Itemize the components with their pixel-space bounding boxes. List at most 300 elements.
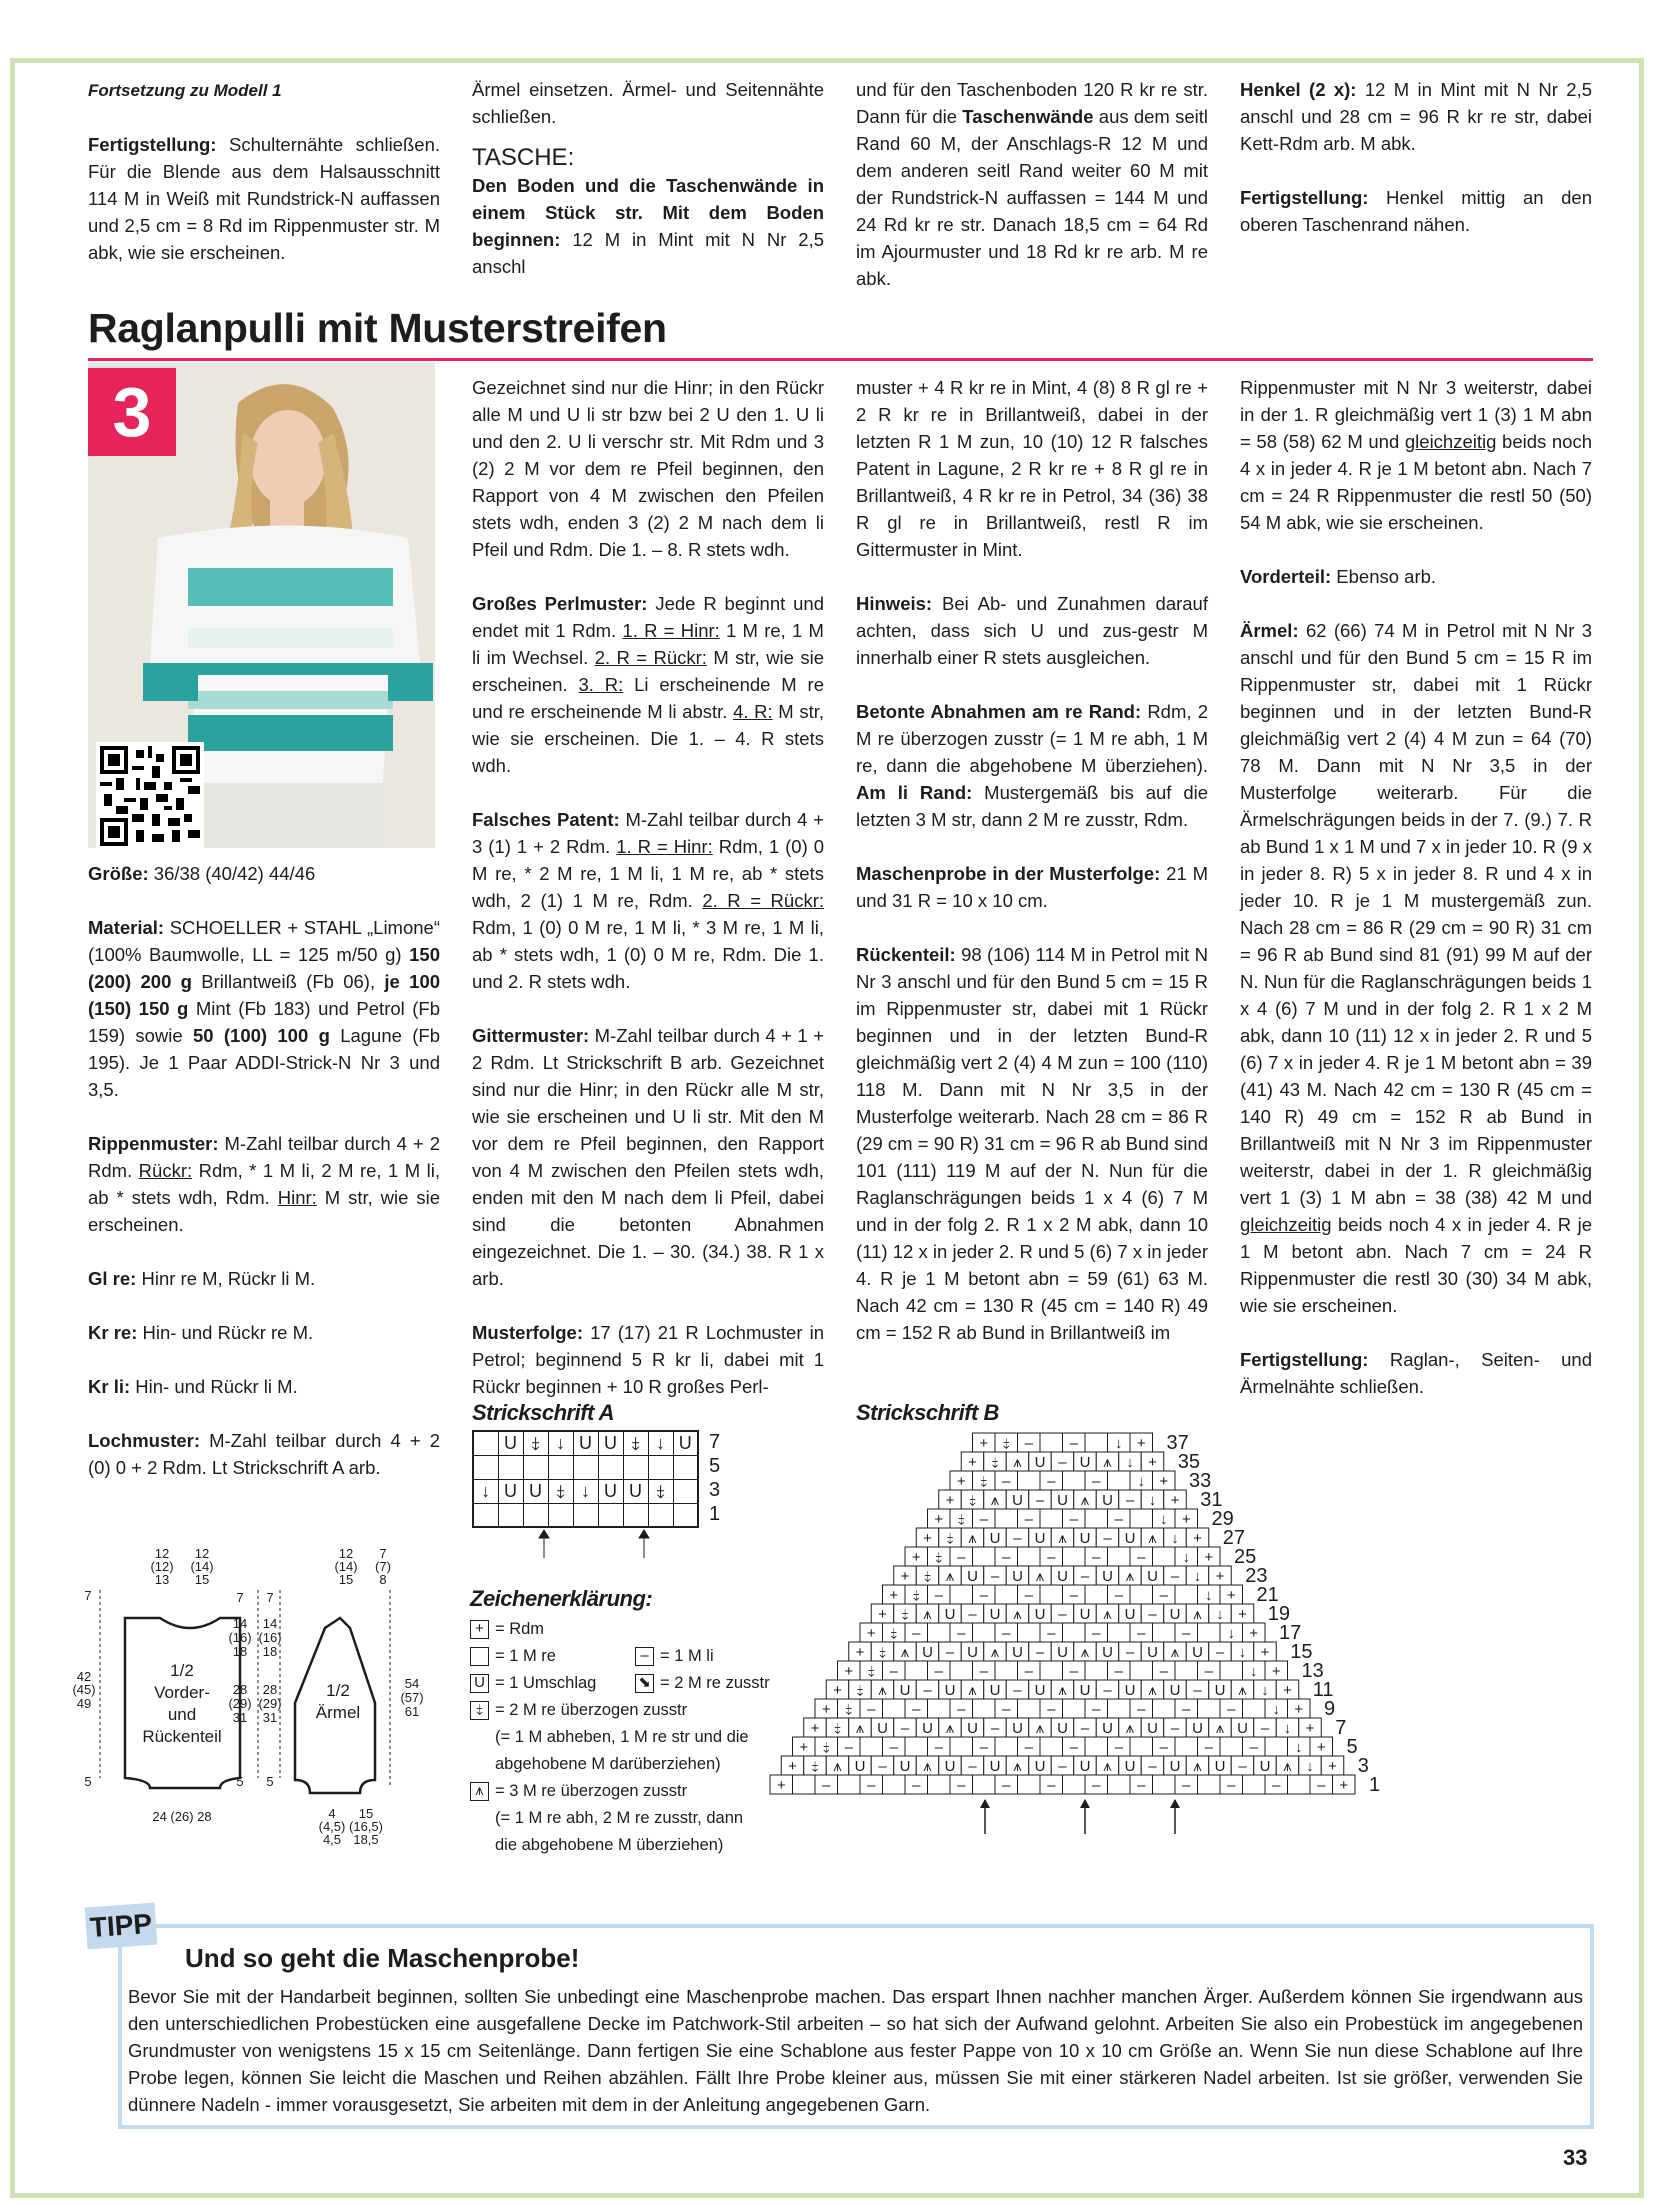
grid-cell	[1063, 1775, 1086, 1794]
grid-cell	[1063, 1471, 1086, 1490]
grid-symbol: –	[1069, 1435, 1078, 1452]
grid-cell	[1040, 1585, 1063, 1604]
repeat-arrow-head	[1170, 1799, 1180, 1808]
grid-symbol: U	[1079, 1682, 1091, 1699]
grid-symbol: +	[866, 1625, 876, 1642]
grid-symbol: +	[855, 1644, 865, 1661]
grid-symbol: ↓	[1126, 1454, 1134, 1471]
grid-symbol: U	[1102, 1568, 1113, 1585]
cell: ⤈	[648, 1479, 673, 1503]
text: 21 M und 31 R = 10 x 10 cm.	[856, 863, 1208, 911]
symbol-box: ⬊	[635, 1674, 654, 1693]
grid-symbol: ↓	[1216, 1606, 1224, 1623]
label: Falsches Patent:	[472, 809, 620, 830]
grid-symbol: +	[968, 1454, 977, 1471]
text: M str, wie sie erscheinen.	[88, 1187, 440, 1235]
dim-label: 42	[76, 1669, 92, 1684]
row-label: 37	[1166, 1432, 1189, 1454]
grid-symbol: –	[957, 1625, 966, 1642]
grid-symbol: –	[1069, 1663, 1078, 1680]
symbol-box	[470, 1647, 489, 1666]
grid-symbol: ⩚	[1193, 1606, 1202, 1623]
row-label: 29	[1211, 1508, 1234, 1530]
grid-symbol: +	[1159, 1473, 1169, 1490]
legend-text: = 1 M re	[495, 1647, 556, 1665]
row-label: 15	[1290, 1641, 1313, 1663]
grid-symbol: –	[1317, 1777, 1326, 1794]
grid-cell	[1040, 1433, 1063, 1452]
grid-cell	[1018, 1775, 1041, 1794]
grid-symbol: –	[934, 1663, 943, 1680]
grid-cell	[1108, 1547, 1131, 1566]
cell: U	[498, 1479, 523, 1503]
grid-symbol: ⩚	[1148, 1530, 1157, 1547]
body-outline	[125, 1618, 240, 1788]
grid-symbol: +	[956, 1473, 966, 1490]
grid-symbol: ⩚	[923, 1758, 932, 1775]
symbol-box: –	[635, 1647, 654, 1666]
grid-symbol: –	[1159, 1663, 1168, 1680]
grid-symbol: –	[1047, 1625, 1056, 1642]
grid-symbol: +	[889, 1587, 899, 1604]
legend-title: Zeichenerklärung:	[470, 1586, 653, 1611]
grid-symbol: ⤈	[912, 1587, 920, 1604]
dim-label: (57)	[400, 1690, 424, 1705]
grid-cell	[950, 1661, 973, 1680]
dim-label: 61	[404, 1704, 420, 1719]
grid-symbol: U	[1102, 1720, 1113, 1737]
grid-symbol: ⩚	[1058, 1530, 1067, 1547]
grid-symbol: ⩚	[945, 1568, 955, 1585]
grid-symbol: +	[1283, 1682, 1292, 1699]
cell: ↓	[473, 1479, 498, 1503]
grid-cell	[1130, 1737, 1153, 1756]
grid-symbol: –	[878, 1758, 887, 1775]
body-label: und	[167, 1705, 197, 1724]
bold-text: Taschenwände	[962, 106, 1094, 127]
dim-label: 14	[262, 1616, 278, 1631]
grid-symbol: ⤈	[879, 1644, 886, 1661]
sleeve-label: Ärmel	[315, 1703, 361, 1722]
dim-label: 18	[262, 1644, 278, 1659]
legend-text: (= 1 M abheben, 1 M re str und die	[495, 1728, 749, 1746]
grid-cell	[1175, 1737, 1198, 1756]
text: M-Zahl teilbar durch 4 + 1 + 2 Rdm. Lt Strickschrift B arb. Gezeichnet sind nur die Hinr; in den Rückr alle M str, wie sie erscheinen und U li str. Mit den M vor dem re Pfeil beginnen, den Rapport von 4 M zwischen den Pfeilen stets wdh, enden mit den M nach dem li Pfeil, dabei sind die betonten Abnahmen eingezeichnet. Die 1. – 30. (34.) 38. R 1 x arb.	[472, 1025, 824, 1289]
grid-symbol: +	[911, 1549, 921, 1566]
dim-label: 31	[262, 1710, 278, 1725]
grid-symbol: ↓	[1306, 1758, 1314, 1775]
grid-symbol: –	[1227, 1777, 1236, 1794]
grid-cell	[1018, 1547, 1041, 1566]
grid-cell	[1063, 1699, 1086, 1718]
tip-heading: Und so geht die Maschenprobe!	[185, 1943, 580, 1973]
underlined-text: 1. R = Hinr:	[622, 620, 720, 641]
grid-symbol: U	[1124, 1606, 1136, 1623]
grid-cell	[1108, 1775, 1131, 1794]
grid-cell	[995, 1737, 1018, 1756]
grid-symbol: U	[1012, 1492, 1023, 1509]
grid-symbol: –	[822, 1777, 831, 1794]
label: Musterfolge:	[472, 1322, 583, 1343]
grid-symbol: U	[1102, 1492, 1113, 1509]
grid-cell	[1063, 1547, 1086, 1566]
grid-cell	[1130, 1661, 1153, 1680]
grid-symbol: –	[1058, 1454, 1067, 1471]
row-label: 3	[1357, 1755, 1369, 1777]
top-col-4	[1240, 76, 1592, 265]
grid-cell	[995, 1661, 1018, 1680]
grid-symbol: +	[776, 1777, 786, 1794]
grid-symbol: U	[1079, 1530, 1091, 1547]
grid-symbol: –	[912, 1777, 921, 1794]
grid-cell	[860, 1737, 883, 1756]
grid-symbol: U	[922, 1644, 933, 1661]
dim-label: 7	[236, 1590, 244, 1605]
grid-symbol: +	[1271, 1663, 1281, 1680]
grid-cell	[928, 1623, 951, 1642]
grid-symbol: ⩚	[1035, 1568, 1045, 1585]
grid-symbol: –	[1215, 1644, 1225, 1661]
grid-symbol: –	[1170, 1720, 1180, 1737]
grid-symbol: –	[990, 1720, 1000, 1737]
grid-symbol: –	[1069, 1587, 1078, 1604]
grid-symbol: –	[1092, 1549, 1101, 1566]
text: Li erscheinende M re und re erscheinende M li abstr.	[472, 674, 824, 722]
grid-symbol: U	[1192, 1720, 1203, 1737]
row-label: 25	[1234, 1546, 1257, 1568]
grid-symbol: +	[934, 1511, 944, 1528]
text: Rdm, 1 (0) 0 M re, * 2 M re, 1 M li, 1 M re, ab * stets wdh, 2 (1) 1 M re, Rdm.	[472, 836, 824, 911]
grid-cell	[1108, 1699, 1131, 1718]
grid-symbol: –	[1137, 1549, 1146, 1566]
main-col-1	[88, 860, 440, 1508]
grid-cell	[1040, 1509, 1063, 1528]
grid-symbol: –	[1238, 1758, 1247, 1775]
text: beids noch 4 x in jeder 4. R je 1 M betont abn. Nach 7 cm = 24 R Rippenmuster die restl 50 (50) 54 M abk, wie sie erscheinen.	[1240, 431, 1592, 533]
grid-cell	[905, 1661, 928, 1680]
dim-label: 5	[236, 1774, 244, 1789]
label: Ärmel:	[1240, 620, 1299, 641]
continued-note: Fortsetzung zu Modell 1	[88, 81, 282, 100]
top-col-1	[88, 76, 440, 293]
qr-code[interactable]	[96, 742, 204, 850]
label: Gittermuster:	[472, 1025, 590, 1046]
label: Maschenprobe in der Musterfolge:	[856, 863, 1161, 884]
text: Hin- und Rückr re M.	[137, 1322, 314, 1343]
grid-symbol: –	[1249, 1739, 1258, 1756]
grid-symbol: ↓	[1137, 1473, 1145, 1490]
grid-symbol: +	[821, 1701, 831, 1718]
dim-label: 15	[358, 1806, 374, 1821]
underlined-text: gleichzeitig	[1404, 431, 1497, 452]
grid-symbol: U	[1079, 1454, 1091, 1471]
underlined-text: Rückr:	[138, 1160, 193, 1181]
grid-symbol: U	[1034, 1454, 1046, 1471]
main-col-4	[1240, 374, 1592, 1427]
grid-symbol: –	[900, 1720, 910, 1737]
text: M-Zahl teilbar durch 4 + 2 Rdm.	[88, 1133, 440, 1181]
grid-symbol: ⩚	[1148, 1682, 1157, 1699]
dim-label: (29)	[228, 1696, 252, 1711]
grid-symbol: +	[1316, 1739, 1326, 1756]
grid-symbol: ⩚	[923, 1606, 932, 1623]
symbol-box: ⩚	[470, 1782, 489, 1801]
bag-text: 12 M in Mint mit N Nr 2,5 anschl	[472, 229, 824, 277]
grid-symbol: –	[957, 1777, 966, 1794]
grid-symbol: –	[1182, 1701, 1191, 1718]
grid-cell	[1018, 1471, 1041, 1490]
grid-cell	[1198, 1699, 1221, 1718]
grid-symbol: U	[1102, 1644, 1113, 1661]
chart-a	[472, 1400, 720, 1573]
row-label: 1	[1369, 1774, 1381, 1796]
grid-cell	[883, 1699, 906, 1718]
label: Gl re:	[88, 1268, 137, 1289]
legend-text: = 3 M re überzogen zusstr	[495, 1782, 688, 1800]
legend-text: abgehobene M darüberziehen)	[495, 1755, 721, 1773]
grid-symbol: –	[1137, 1701, 1146, 1718]
cell: U	[598, 1431, 623, 1455]
grid-symbol: U	[1147, 1720, 1158, 1737]
grid-symbol: +	[878, 1606, 887, 1623]
grid-symbol: ⩚	[1103, 1758, 1112, 1775]
handle-text: 12 M in Mint mit N Nr 2,5 anschl und 28 cm = 96 R kr re str, dabei Kett-Rdm arb. M abk.	[1240, 79, 1592, 154]
grid-symbol: –	[1047, 1777, 1056, 1794]
grid-symbol: ⩚	[855, 1720, 865, 1737]
grid-symbol: –	[1204, 1663, 1213, 1680]
text: Mint (Fb 183) und Petrol (Fb 159) sowie	[88, 998, 441, 1046]
row-label: 27	[1222, 1527, 1245, 1549]
dim-label: (4,5)	[318, 1819, 346, 1834]
dim-label: (12)	[150, 1559, 174, 1574]
dim-label: 7	[84, 1588, 92, 1603]
row-label: 21	[1256, 1584, 1279, 1606]
grid-symbol: U	[989, 1682, 1001, 1699]
grid-symbol: ⤈	[890, 1625, 898, 1642]
grid-symbol: –	[1272, 1777, 1281, 1794]
grid-symbol: ⤈	[1002, 1435, 1010, 1452]
grid-cell	[928, 1775, 951, 1794]
grid-symbol: –	[1260, 1720, 1270, 1737]
grid-cell	[1085, 1585, 1108, 1604]
grid-symbol: ⩚	[1103, 1606, 1112, 1623]
grid-symbol: ⤈	[856, 1682, 864, 1699]
text: 17 (17) 21 R Lochmuster in Petrol; beginnend 5 R kr li, dabei mit 1 Rückr beginnen + 10 R großes Perl-	[472, 1322, 824, 1397]
grid-cell	[1018, 1623, 1041, 1642]
cell: ↓	[573, 1479, 598, 1503]
grid-symbol: –	[1114, 1739, 1123, 1756]
grid-symbol: ↓	[1261, 1682, 1269, 1699]
main-col-2	[472, 374, 824, 1427]
tip-text: Bevor Sie mit der Handarbeit beginnen, sollten Sie unbedingt eine Maschenprobe machen. Das erspart Ihnen nachher manchen Ärger. Außerdem können Sie irgendwann aus den unterschiedlichen Probestücken eine ausgefallene Decke im Patchwork-Stil arbeiten – so hat sich der Aufwand gelohnt. Arbeiten Sie also ein Probestück im angegebenen Grundmuster von wenigstens 15 x 15 cm Seitenlänge. Dann fertigen Sie eine Schablone aus fester Pappe von 10 x 10 cm Größe an. Wenn Sie nun diese Schablone auf Ihre Probe legen, können Sie leicht die Maschen und Reihen abzählen. Fällt Ihre Probe kleiner aus, müssen Sie mit einer stärkeren Nadel arbeiten. Ist sie größer, verwenden Sie dünnere Nadeln - immer vorausgesetzt, Sie arbeiten mit dem in der Anleitung angegebenen Garn.	[128, 1986, 1583, 2115]
dim-label: 7	[379, 1546, 387, 1561]
grid-symbol: ⩚	[833, 1758, 842, 1775]
grid-symbol: U	[989, 1530, 1001, 1547]
grid-cell	[1085, 1433, 1108, 1452]
grid-symbol: –	[1058, 1758, 1067, 1775]
grid-symbol: U	[922, 1720, 933, 1737]
grid-cell	[1085, 1661, 1108, 1680]
handle-label: Henkel (2 x):	[1240, 79, 1357, 100]
title-rule	[88, 358, 1593, 361]
grid-symbol: –	[934, 1739, 943, 1756]
grid-symbol: +	[1215, 1568, 1225, 1585]
grid-symbol: –	[1137, 1625, 1146, 1642]
grid-symbol: –	[1002, 1777, 1011, 1794]
grid-symbol: ↓	[1182, 1549, 1190, 1566]
grid-symbol: –	[1227, 1701, 1236, 1718]
grid-symbol: U	[1169, 1606, 1181, 1623]
grid-cell	[1130, 1509, 1153, 1528]
paragraph: muster + 4 R kr re in Mint, 4 (8) 8 R gl re + 2 R kr re in Brillantweiß, dabei in der letzten R 1 M zun, 10 (10) 12 R falsches Patent in Lagune, 2 R kr re + 8 R gl re in Brillantweiß, 4 R kr re in Petrol, 34 (36) 38 R gl re in Brillantweiß, restl R im Gittermuster in Mint.	[856, 377, 1208, 560]
legend-text: = 1 Umschlag	[495, 1674, 597, 1692]
grid-symbol: –	[1092, 1625, 1101, 1642]
grid-symbol: +	[900, 1568, 910, 1585]
grid-symbol: U	[1034, 1530, 1046, 1547]
grid-cell	[950, 1737, 973, 1756]
legend-text: = 1 M li	[660, 1647, 714, 1665]
dim-label: 15	[194, 1572, 210, 1587]
grid-symbol: ↓	[1295, 1739, 1303, 1756]
grid-symbol: –	[1013, 1682, 1022, 1699]
grid-cell	[1153, 1699, 1176, 1718]
grid-cell	[973, 1775, 996, 1794]
row-label: 31	[1200, 1489, 1223, 1511]
grid-cell	[1085, 1509, 1108, 1528]
grid-symbol: U	[1259, 1758, 1271, 1775]
grid-symbol: ⩚	[1193, 1758, 1202, 1775]
chart-b-grid	[760, 1400, 1620, 1920]
grid-symbol: –	[1024, 1435, 1033, 1452]
garment-schematic	[70, 1518, 450, 1868]
dim-label: (45)	[72, 1682, 96, 1697]
grid-symbol: U	[967, 1720, 978, 1737]
grid-symbol: –	[1024, 1739, 1033, 1756]
grid-symbol: ⩚	[1170, 1644, 1180, 1661]
text: Bei Ab- und Zunahmen darauf achten, dass sich U und zus-gestr M innerhalb einer R stets ausgleichen.	[856, 593, 1208, 668]
bag-bold: Den Boden und die Taschenwände in einem Stück str. Mit dem Boden beginnen:	[472, 175, 824, 250]
grid-symbol: ⩚	[990, 1644, 1000, 1661]
dim-label: 14	[232, 1616, 248, 1631]
top-col-3	[856, 76, 1208, 319]
grid-symbol: U	[944, 1682, 956, 1699]
grid-cell	[928, 1699, 951, 1718]
page-number: 33	[1563, 2145, 1588, 2170]
legend-text: (= 1 M re abh, 2 M re zusstr, dann	[495, 1809, 744, 1827]
grid-symbol: U	[1012, 1568, 1023, 1585]
grid-symbol: –	[1058, 1606, 1067, 1623]
grid-symbol: U	[899, 1682, 911, 1699]
page-title: Raglanpulli mit Musterstreifen	[88, 305, 667, 351]
text: M-Zahl teilbar durch 4 + 2 (0) 0 + 2 Rdm. Lt Strickschrift A arb.	[88, 1430, 440, 1478]
grid-symbol: +	[1181, 1511, 1191, 1528]
grid-symbol: ⩚	[945, 1720, 955, 1737]
grid-symbol: U	[1079, 1758, 1091, 1775]
grid-symbol: –	[912, 1701, 921, 1718]
grid-symbol: U	[1237, 1720, 1248, 1737]
underlined-text: 1. R = Hinr:	[616, 836, 713, 857]
grid-symbol: U	[967, 1568, 978, 1585]
text: 1 M re, 1 M li im Wechsel.	[472, 620, 824, 668]
grid-symbol: U	[989, 1606, 1001, 1623]
row-label: 17	[1279, 1622, 1302, 1644]
grid-cell	[1108, 1471, 1131, 1490]
grid-symbol: –	[979, 1587, 988, 1604]
grid-symbol: ↓	[1250, 1663, 1258, 1680]
grid-cell	[1108, 1623, 1131, 1642]
grid-symbol: U	[944, 1606, 956, 1623]
dim-label: 28	[232, 1682, 248, 1697]
grid-symbol: –	[867, 1777, 876, 1794]
label: Fertigstellung:	[1240, 1349, 1369, 1370]
grid-symbol: –	[1024, 1663, 1033, 1680]
text: Mustergemäß bis auf die letzten 3 M str, dann 2 M re zusstr, Rdm.	[856, 782, 1209, 830]
grid-cell	[1243, 1699, 1266, 1718]
grid-symbol: ⩚	[1283, 1758, 1292, 1775]
finish-label: Fertigstellung:	[88, 134, 217, 155]
grid-symbol: –	[889, 1739, 898, 1756]
grid-symbol: ⩚	[968, 1682, 977, 1699]
body-label: Rückenteil	[142, 1727, 222, 1746]
label: Kr li:	[88, 1376, 131, 1397]
grid-symbol: ↓	[1193, 1568, 1202, 1585]
row-label: 5	[1346, 1736, 1358, 1758]
grid-symbol: ⩚	[1215, 1720, 1225, 1737]
grid-symbol: U	[899, 1758, 911, 1775]
legend-text: = Rdm	[495, 1620, 545, 1638]
repeat-arrow-head	[1080, 1799, 1090, 1808]
grid-symbol: –	[1193, 1682, 1202, 1699]
dim-label: 5	[84, 1774, 92, 1789]
grid-cell	[1153, 1547, 1176, 1566]
cell: ↓	[648, 1431, 673, 1455]
grid-symbol: U	[1034, 1758, 1046, 1775]
grid-cell	[995, 1585, 1018, 1604]
dim-label: 4	[328, 1806, 336, 1821]
legend-text: = 2 M re überzogen zusstr	[495, 1701, 688, 1719]
grid-symbol: –	[1182, 1625, 1191, 1642]
grid-symbol: ⩚	[968, 1530, 977, 1547]
text: Rdm, 2 M re überzogen zusstr (= 1 M re abh, 1 M re, dann die abgehobene M überziehen).	[856, 701, 1208, 776]
finish-text: Schulternähte schließen. Für die Blende aus dem Halsausschnitt 114 M in Weiß mit Rundstrick-N auffassen und 2,5 cm = 8 Rd im Rippenmuster str. M abk, wie sie erscheinen.	[88, 134, 440, 263]
grid-symbol: +	[833, 1682, 842, 1699]
grid-cell	[1153, 1775, 1176, 1794]
grid-symbol: –	[1159, 1587, 1168, 1604]
grid-symbol: +	[1238, 1606, 1247, 1623]
text: und für den Taschenboden 120 R kr re str. Dann für die	[856, 79, 1208, 127]
repeat-arrow-head	[980, 1799, 990, 1808]
row-label: 19	[1267, 1603, 1290, 1625]
dim-label: (16,5)	[349, 1819, 383, 1834]
grid-symbol: –	[1080, 1568, 1090, 1585]
grid-symbol: –	[957, 1701, 966, 1718]
cell: U	[623, 1479, 648, 1503]
grid-cell	[1040, 1737, 1063, 1756]
grid-symbol: –	[923, 1682, 932, 1699]
sleeve-text: Ärmel einsetzen. Ärmel- und Seitennähte schließen.	[472, 79, 824, 127]
grid-cell	[905, 1737, 928, 1756]
bold-text: 150 (200) 200 g	[88, 944, 440, 992]
grid-symbol: U	[1169, 1682, 1181, 1699]
grid-symbol: ⤈	[935, 1549, 943, 1566]
row-label: 23	[1245, 1565, 1268, 1587]
grid-symbol: –	[990, 1568, 1000, 1585]
grid-symbol: –	[844, 1739, 853, 1756]
grid-symbol: ↓	[1205, 1587, 1213, 1604]
grid-symbol: ⩚	[1013, 1758, 1022, 1775]
grid-symbol: –	[1114, 1587, 1123, 1604]
cell: U	[498, 1431, 523, 1455]
